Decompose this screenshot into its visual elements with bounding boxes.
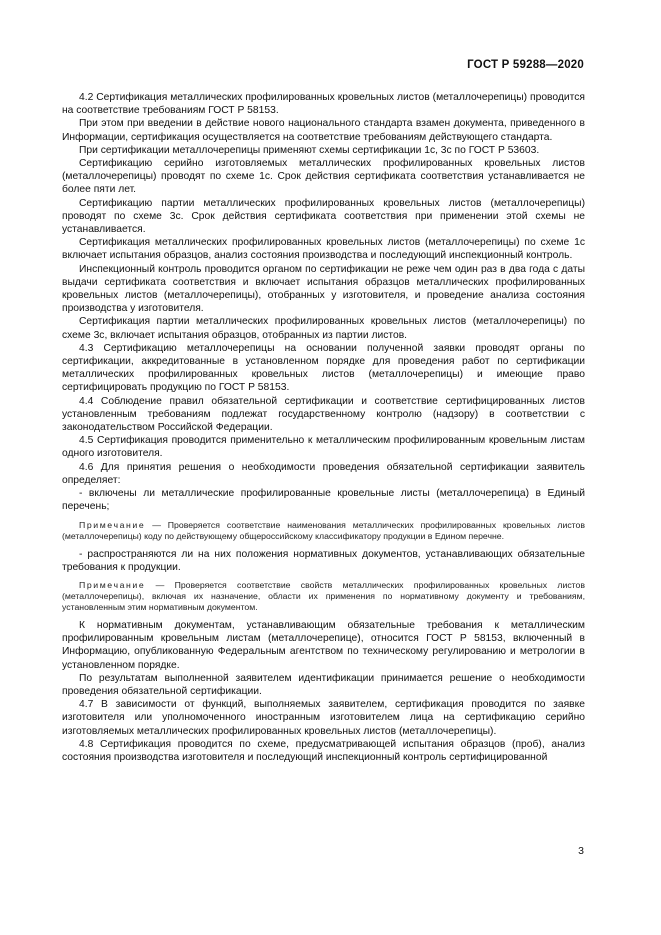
note-text: — Проверяется соответствие наименования металлических профилированных кровельных листов (металлочерепицы) коду по действующему общероссийскому классификатору продукции в Едином перечне.: [62, 519, 585, 541]
paragraph: 4.3 Сертификацию металлочерепицы на основании полученной заявки проводят органы по сертификации, аккредитованные в установленном порядке для проведения работ по сертификации металлических профилированных кровельных листов (металлочерепицы) и имеющие право сертифицировать продукцию по ГОСТ Р 58153.: [62, 342, 585, 394]
note-label: Примечание: [79, 579, 146, 590]
page-number: 3: [578, 845, 584, 857]
paragraph: К нормативным документам, устанавливающим обязательные требования к металлическим профилированным кровельным листам (металлочерепице), относится ГОСТ Р 58153, включенный в Информацию, опубликованную Федеральным агентством по техническому регулированию и метрологии в установленном порядке.: [62, 619, 585, 671]
note-label: Примечание: [79, 519, 146, 530]
document-body: [62, 91, 585, 764]
document-header: ГОСТ Р 59288—2020: [467, 59, 584, 71]
paragraph: При сертификации металлочерепицы применяют схемы сертификации 1с, 3с по ГОСТ Р 53603.: [79, 144, 540, 156]
paragraph: 4.4 Соблюдение правил обязательной сертификации и соответствие сертифицированных листов установленным требованиям подлежат государственному контролю (надзору) в соответствии с законодательством Российской Федерации.: [62, 395, 585, 434]
paragraph: Сертификацию серийно изготовляемых металлических профилированных кровельных листов (металлочерепицы) проводят по схеме 1с. Срок действия сертификата соответствия устанавливается не более пяти лет.: [62, 158, 585, 196]
list-item: - распространяются ли на них положения нормативных документов, устанавливающих обязательные требования к продукции.: [62, 548, 585, 573]
paragraph: 4.7 В зависимости от функций, выполняемых заявителем, сертификация проводится по заявке изготовителя или уполномоченного иностранным изготовителем лица на сертификацию серийно изготовляемых металлических профилированных кровельных листов (металлочерепицы).: [62, 699, 585, 737]
paragraph: 4.5 Сертификация проводится применительно к металлическим профилированным кровельным листам одного изготовителя.: [62, 435, 585, 460]
note-text: — Проверяется соответствие свойств металлических профилированных кровельных листов (металлочерепицы), включая их назначение, области их применения по нормативному документу и требованиям, установленным этим нормативным документом.: [62, 579, 585, 612]
paragraph: 4.2 Сертификация металлических профилированных кровельных листов (металлочерепицы) проводится на соответствие требованиям ГОСТ Р 58153.: [62, 92, 585, 117]
list-item: - включены ли металлические профилированные кровельные листы (металлочерепица) в Единый перечень;: [62, 488, 585, 513]
paragraph: Сертификация металлических профилированных кровельных листов (металлочерепицы) по схеме 1с включает испытания образцов, анализ состояния производства и последующий инспекционный контроль.: [62, 237, 585, 262]
paragraph: По результатам выполненной заявителем идентификации принимается решение о необходимости проведения обязательной сертификации.: [62, 672, 585, 697]
paragraph: Сертификация партии металлических профилированных кровельных листов (металлочерепицы) по схеме 3с, включает испытания образцов, отобранных из партии листов.: [62, 316, 585, 341]
paragraph: Сертификацию партии металлических профилированных кровельных листов (металлочерепицы) проводят по схеме 3с. Срок действия сертификата соответствия при применении этой схемы не устанавливается.: [62, 197, 585, 236]
note: [62, 580, 585, 613]
paragraph: 4.6 Для принятия решения о необходимости проведения обязательной сертификации заявитель определяет:: [62, 461, 585, 486]
paragraph: 4.8 Сертификация проводится по схеме, предусматривающей испытания образцов (проб), анализ состояния производства изготовителя и последующий инспекционный контроль сертифицированной: [62, 738, 585, 763]
paragraph: Инспекционный контроль проводится органом по сертификации не реже чем один раз в два года с даты выдачи сертификата соответствия и включает испытания образцов металлических профилированных кровельных листов (металлочерепицы), отобранных у изготовителя, и проведение анализа состояния производства у изготовителя.: [62, 263, 585, 315]
paragraph: При этом при введении в действие нового национального стандарта взамен документа, приведенного в Информации, сертификация осуществляется на соответствие требованиям действующего стандарта.: [62, 118, 585, 143]
note: [62, 520, 585, 542]
